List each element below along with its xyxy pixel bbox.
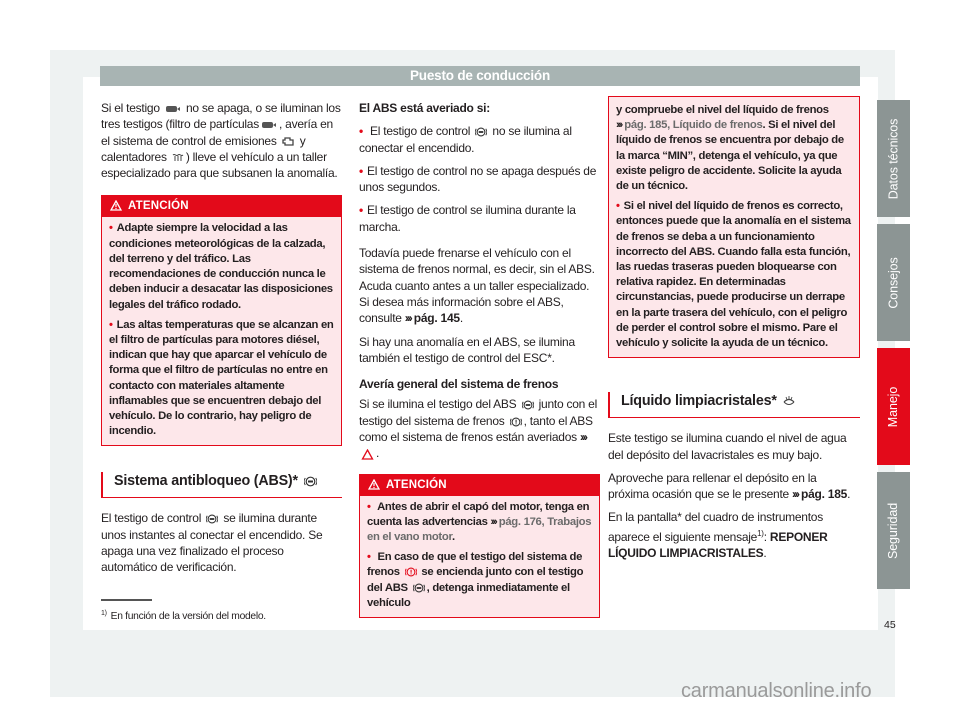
- esc-paragraph: Si hay una anomalía en el ABS, se ilumina también el testigo de control del ESC*.: [359, 334, 575, 365]
- cross-ref-arrow: ›››: [792, 487, 799, 502]
- list-item: • El testigo de control no se ilumina al conectar el encendido.: [359, 123, 600, 156]
- warning-body: [360, 496, 599, 617]
- washer-paragraph-2: Aproveche para rellenar el depósito en la próxima ocasión que se le presente ››› pág. 185.: [608, 470, 851, 502]
- warning-item: • Si el nivel del líquido de frenos es correcto, entonces puede que la anomalía en el sistema de frenos se deba a un funcionamiento incorrecto del ABS. Cuando falla esta función, las ruedas traseras pueden bloquearse con relativa rapidez. En determinadas circunstancias, puede producirse un derrape en la parte trasera del vehículo, con el peligro de perder el control sobre el mismo. Pare el vehículo y solicite la ayuda de un técnico.: [616, 199, 852, 351]
- intro-paragraph: Si el testigo no se apaga, o se iluminan los tres testigos (filtro de partículas , avería en el sistema de control de emisiones y calentadores ) lleve el vehículo a un taller especializado para que subsanen la anomalía.: [101, 101, 341, 181]
- page-number: 45: [884, 619, 896, 631]
- warning-triangle-icon: [110, 200, 122, 211]
- list-item: • El testigo de control se ilumina durante la marcha.: [359, 202, 600, 235]
- abs-icon: [206, 514, 218, 524]
- section-title-abs: Sistema antibloqueo (ABS)*: [101, 472, 342, 498]
- brake-paragraph: Todavía puede frenarse el vehículo con el sistema de frenos normal, es decir, sin el ABS. Acuda cuanto antes a un taller especializado. Si desea más información sobre el ABS, consulte ››› pág. 145.: [359, 246, 595, 326]
- watermark[interactable]: carmanualsonline.info: [681, 680, 872, 702]
- engine-emission-icon: [282, 137, 295, 146]
- warning-item: y compruebe el nivel del líquido de frenos ››› pág. 185, Líquido de frenos. Si el nivel del líquido de frenos se encuentra por debajo de la marca “MIN”, detenga el vehículo, ya que existe peligro de accidente. Solicite la ayuda de un técnico.: [616, 104, 844, 193]
- column-1: [101, 100, 342, 583]
- page-header: Puesto de conducción: [100, 66, 860, 86]
- brake-system-icon: [405, 567, 417, 577]
- warning-box-2: [359, 474, 600, 618]
- warning-header: ATENCIÓN: [360, 475, 599, 496]
- particle-filter-icon: [165, 105, 181, 113]
- tab-consejos[interactable]: Consejos: [877, 224, 910, 341]
- brake-system-icon: [510, 417, 522, 427]
- warning-triangle-icon: [368, 479, 380, 490]
- warning-box-2-continued: [608, 96, 860, 358]
- tab-seguridad[interactable]: Seguridad: [877, 472, 910, 589]
- warning-item: • Las altas temperaturas que se alcanzan en el filtro de partículas para motores diésel, indican que hay que aparcar el vehículo de forma que el filtro de partículas no entre en contacto con materiales altamente inflamables que se encuentren debajo del vehículo. De lo contrario, hay peligro de incendio.: [109, 318, 334, 440]
- warning-item: • Adapte siempre la velocidad a las condiciones meteorológicas de la calzada, del terreno y del tráfico. Las recomendaciones de conducción nunca le deben inducir a desacatar las disposiciones legales del tráfico rodado.: [109, 221, 334, 312]
- cross-ref-arrow: ›››: [616, 119, 622, 132]
- tab-datos-tecnicos[interactable]: Datos técnicos: [877, 100, 910, 217]
- page-ref-link[interactable]: pág. 176, Trabajos en el vano motor: [367, 515, 592, 544]
- warning-body: [102, 217, 341, 445]
- cross-ref-arrow: ›››: [490, 515, 496, 528]
- warning-body: [609, 97, 859, 357]
- tab-manejo[interactable]: Manejo: [877, 348, 910, 465]
- list-item: • El testigo de control no se apaga después de unos segundos.: [359, 163, 600, 196]
- abs-icon: [522, 400, 534, 410]
- page-ref-link[interactable]: pág. 185: [801, 487, 848, 502]
- glow-plug-icon: [172, 153, 184, 162]
- abs-icon: [475, 127, 487, 137]
- warning-header: ATENCIÓN: [102, 196, 341, 217]
- page-ref-link[interactable]: pág. 145: [413, 311, 460, 326]
- section-title-washer: Líquido limpiacristales*: [608, 392, 860, 418]
- warning-box-1: [101, 195, 342, 446]
- particle-filter-icon: [261, 121, 277, 129]
- display-message: REPONER LÍQUIDO LIMPIACRISTALES: [608, 529, 828, 561]
- footnote-divider: [101, 599, 152, 601]
- warning-item: • En caso de que el testigo del sistema de frenos se encienda junto con el testigo del ABS , detenga inmediatamente el vehículo: [367, 550, 592, 611]
- column-2: [359, 100, 600, 618]
- column-3: [608, 100, 860, 568]
- washer-fluid-icon: [782, 395, 796, 407]
- footnote: $^{1)}$ En función de la versión del modelo.: [101, 610, 266, 622]
- subheading-abs-faulty: El ABS está averiado si:: [359, 101, 490, 115]
- page-ref-link[interactable]: pág. 185, Líquido de frenos: [624, 119, 763, 132]
- cross-ref-arrow: ›››: [579, 430, 586, 445]
- subheading-general-failure: Avería general del sistema de frenos: [359, 377, 559, 392]
- abs-icon: [413, 583, 425, 593]
- washer-paragraph-3: En la pantalla* del cuadro de instrumentos aparece el siguiente mensaje$^{1)}$: REPONER LÍQUIDO LIMPIACRISTALES.: [608, 510, 828, 561]
- warning-triangle-icon[interactable]: [361, 449, 374, 460]
- footnote-marker[interactable]: 1): [757, 528, 764, 538]
- washer-paragraph-1: Este testigo se ilumina cuando el nivel de agua del depósito del lavacristales es muy bajo.: [608, 431, 847, 462]
- warning-item: • Antes de abrir el capó del motor, tenga en cuenta las advertencias ››› pág. 176, Trabajos en el vano motor.: [367, 500, 592, 546]
- cross-ref-arrow: ›››: [404, 311, 411, 326]
- general-failure-paragraph: Si se ilumina el testigo del ABS junto con el testigo del sistema de frenos , tanto el ABS como el sistema de frenos están averiados ›››.: [359, 397, 597, 461]
- abs-paragraph: El testigo de control se ilumina durante unos instantes al conectar el encendido. Se apaga una vez finalizado el proceso automático de verificación.: [101, 511, 323, 575]
- abs-icon: [304, 476, 317, 487]
